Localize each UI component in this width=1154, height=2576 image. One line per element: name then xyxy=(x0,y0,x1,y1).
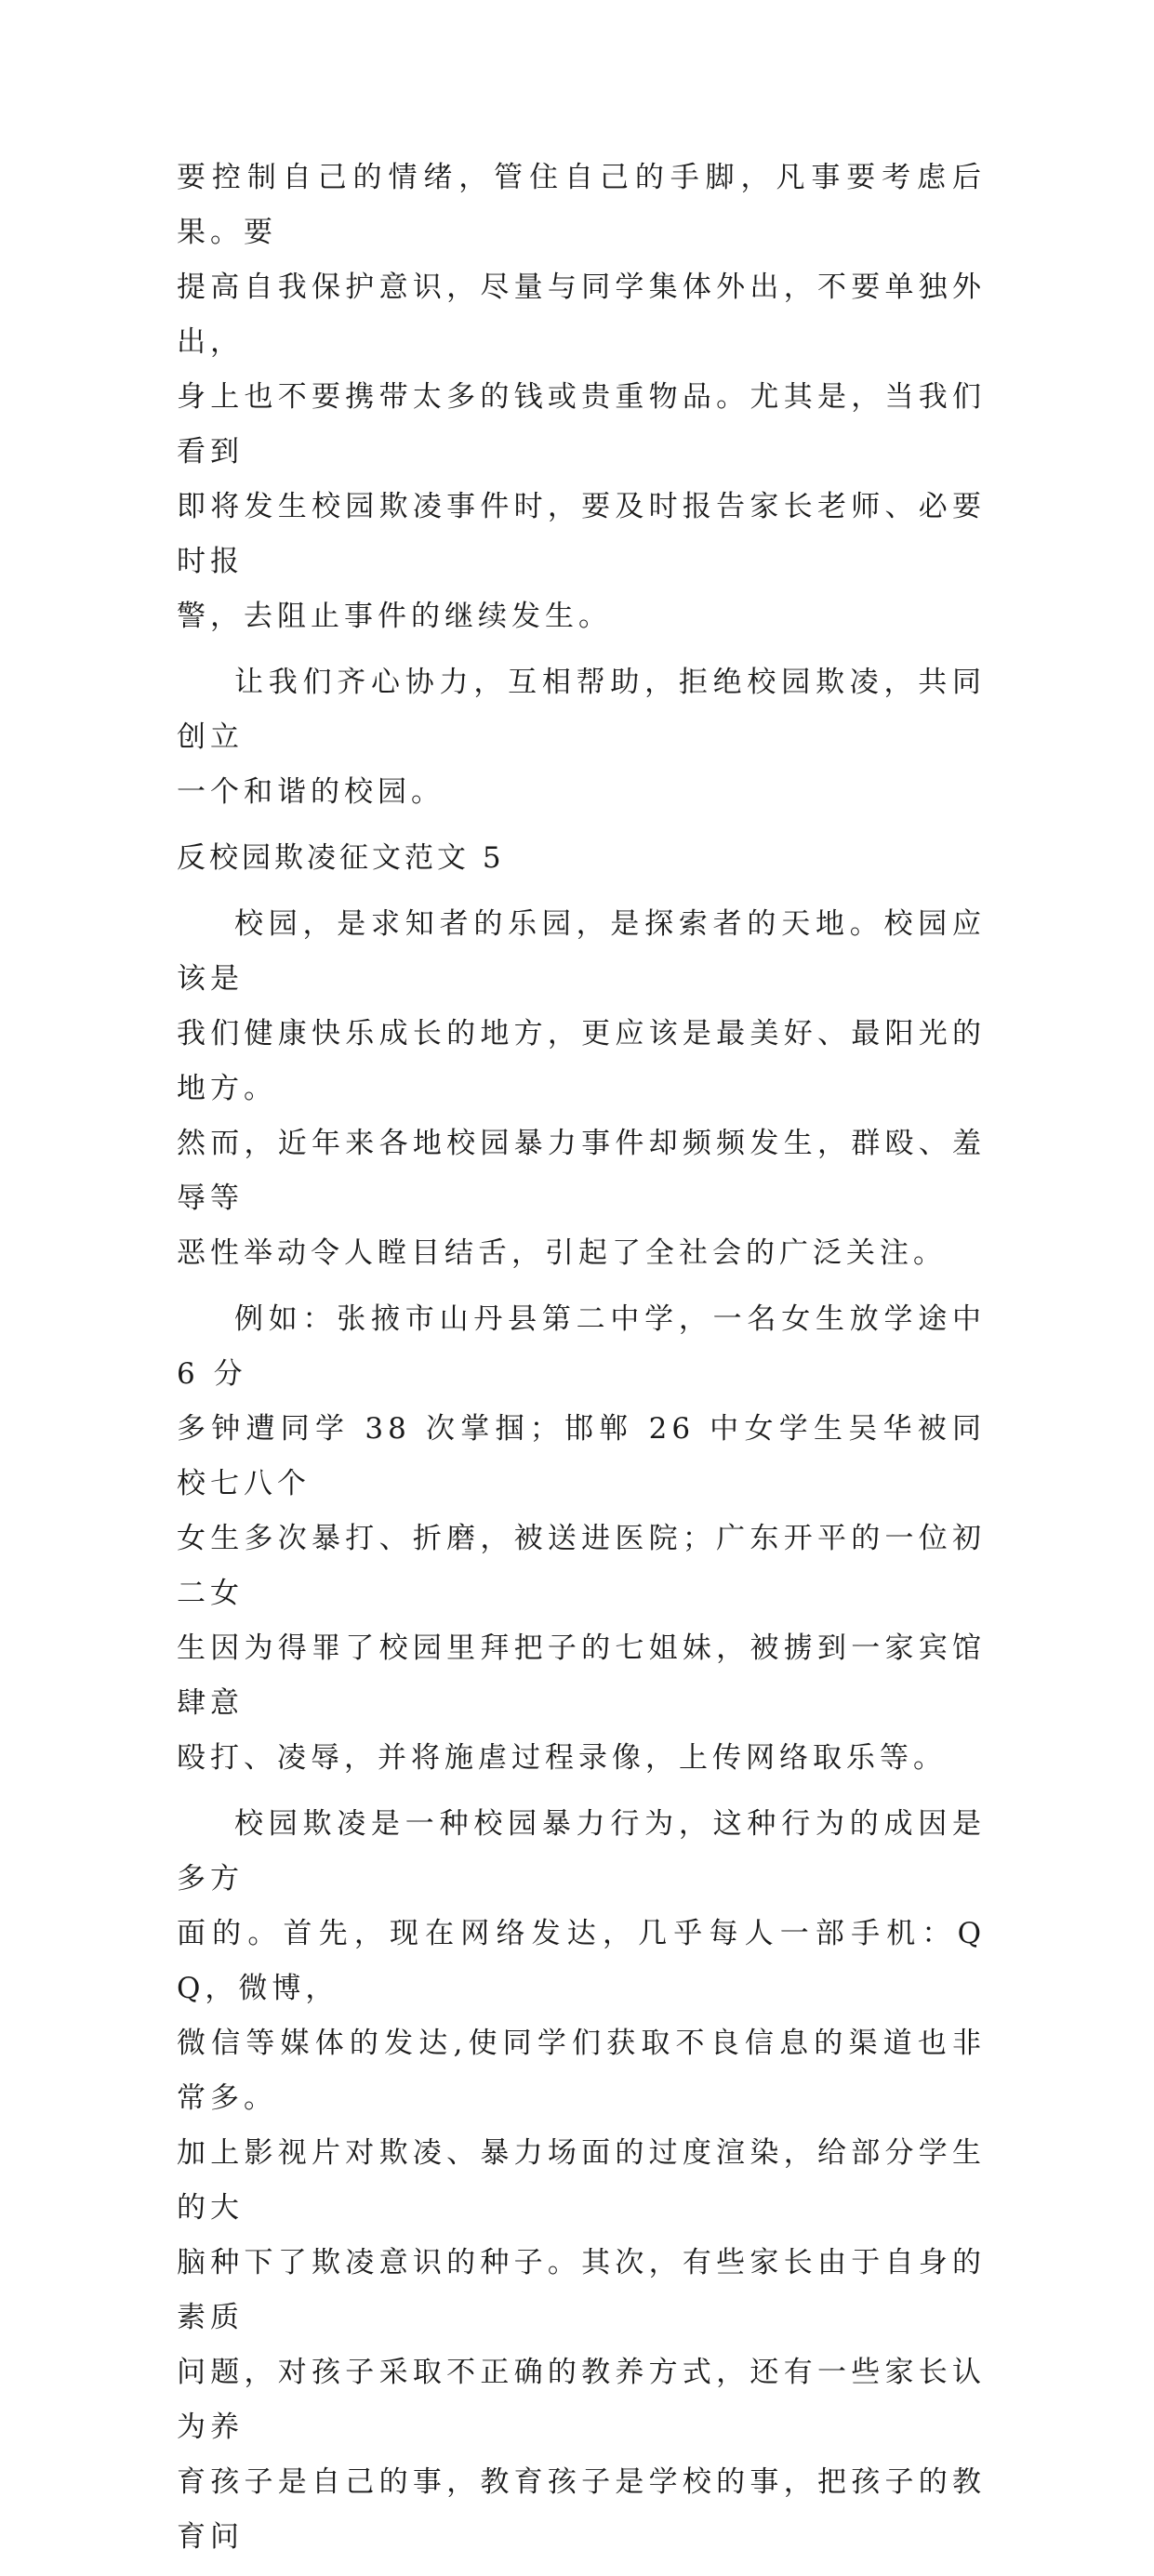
text-line: 即将发生校园欺凌事件时，要及时报告家长老师、必要时报 xyxy=(177,490,986,578)
text-line: 问题，对孩子采取不正确的教养方式，还有一些家长认为养 xyxy=(177,2356,986,2444)
paragraph-call-to-action xyxy=(177,655,986,820)
text-line: 身上也不要携带太多的钱或贵重物品。尤其是，当我们看到 xyxy=(177,380,986,469)
text-line: 然而，近年来各地校园暴力事件却频频发生，群殴、羞辱等 xyxy=(177,1127,986,1215)
text-line: 例如：张掖市山丹县第二中学，一名女生放学途中 6 分 xyxy=(177,1302,986,1391)
text-line: 提高自我保护意识，尽量与同学集体外出，不要单独外出， xyxy=(177,271,986,359)
paragraph-examples xyxy=(177,1292,986,1786)
document-body xyxy=(177,151,986,2576)
text-line: 一个和谐的校园。 xyxy=(177,775,444,809)
text-line: 要控制自己的情绪，管住自己的手脚，凡事要考虑后果。要 xyxy=(177,161,986,249)
text-line: 加上影视片对欺凌、暴力场面的过度渲染，给部分学生的大 xyxy=(177,2136,986,2225)
text-line: 殴打、凌辱，并将施虐过程录像，上传网络取乐等。 xyxy=(177,1741,947,1775)
paragraph-self-protection xyxy=(177,151,986,644)
text-line: 女生多次暴打、折磨，被送进医院；广东开平的一位初二女 xyxy=(177,1522,986,1610)
paragraph-causes xyxy=(177,1797,986,2565)
text-line: 恶性举动令人瞠目结舌，引起了全社会的广泛关注。 xyxy=(177,1236,947,1270)
text-line: 生因为得罪了校园里拜把子的七姐妹，被掳到一家宾馆肆意 xyxy=(177,1631,986,1720)
text-line: 微信等媒体的发达,使同学们获取不良信息的渠道也非常多。 xyxy=(177,2027,986,2115)
section-heading: 反校园欺凌征文范文 5 xyxy=(177,841,505,875)
text-line: 我们健康快乐成长的地方，更应该是最美好、最阳光的地方。 xyxy=(177,1017,986,1105)
text-line: 校园欺凌是一种校园暴力行为，这种行为的成因是多方 xyxy=(177,1807,986,1896)
text-line: 警，去阻止事件的继续发生。 xyxy=(177,600,612,633)
text-line: 校园，是求知者的乐园，是探索者的天地。校园应该是 xyxy=(177,907,986,996)
paragraph-campus-intro xyxy=(177,897,986,1281)
text-line: 面的。首先，现在网络发达，几乎每人一部手机：QQ，微博， xyxy=(177,1917,986,2005)
text-line: 多钟遭同学 38 次掌掴；邯郸 26 中女学生吴华被同校七八个 xyxy=(177,1412,986,1500)
text-line: 育孩子是自己的事，教育孩子是学校的事，把孩子的教育问 xyxy=(177,2465,986,2554)
text-line: 让我们齐心协力，互相帮助，拒绝校园欺凌，共同创立 xyxy=(177,666,986,754)
text-line: 脑种下了欺凌意识的种子。其次，有些家长由于自身的素质 xyxy=(177,2246,986,2334)
